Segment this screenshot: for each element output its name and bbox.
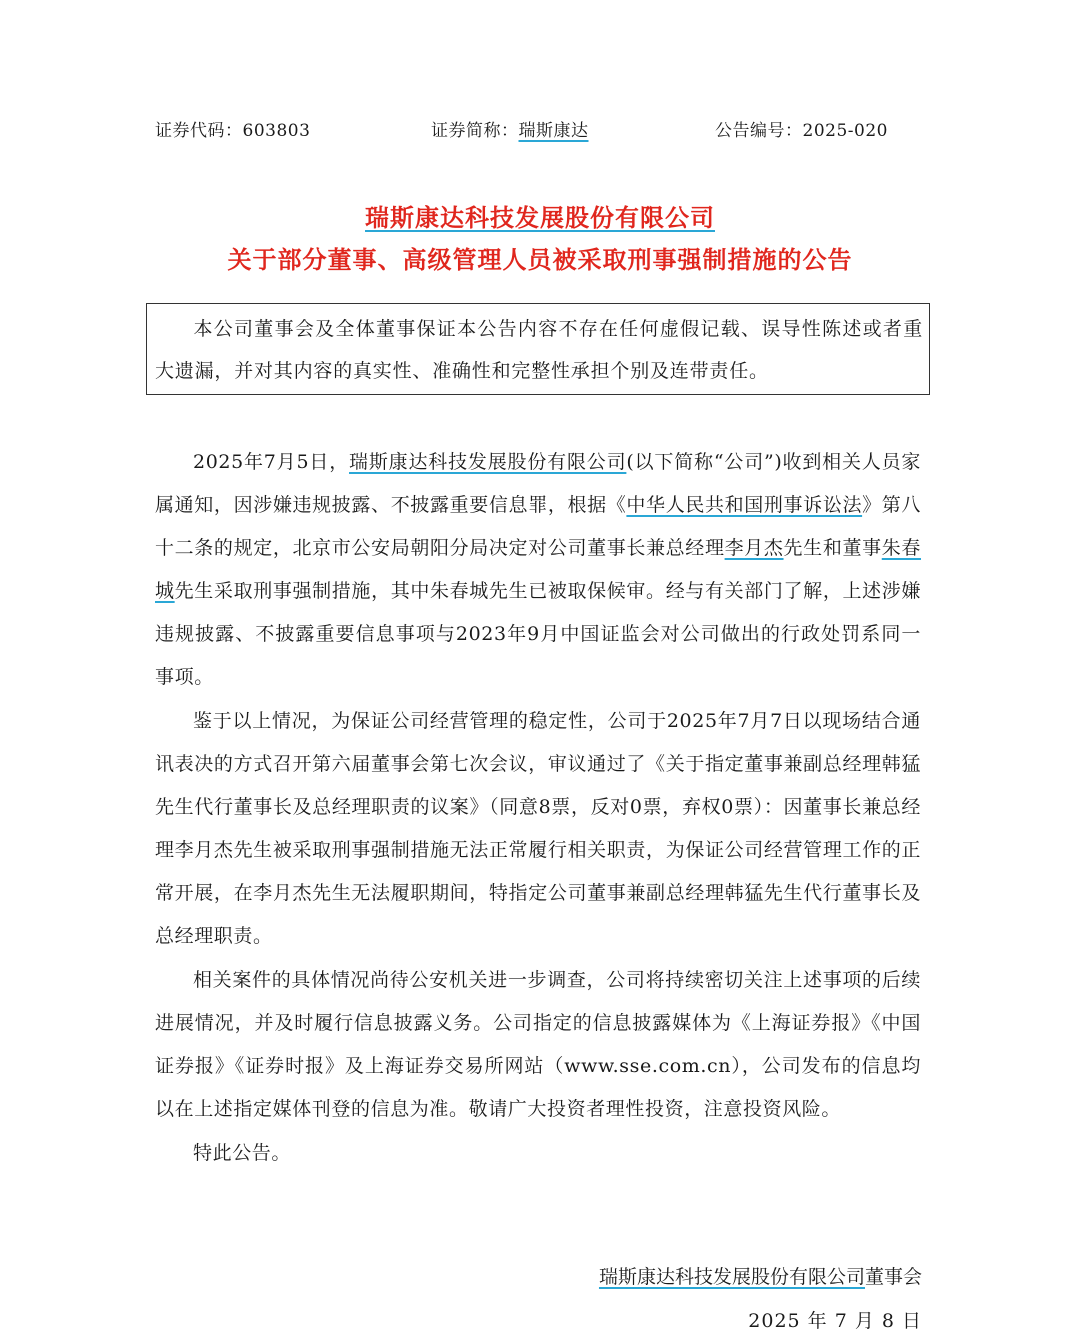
announcement-body — [155, 441, 921, 1175]
p1-person-zhu: 朱春城 — [155, 537, 921, 602]
signature-company — [599, 1262, 922, 1289]
document-header — [155, 116, 900, 142]
p1-date: 2025年7月5日， — [193, 451, 350, 473]
paragraph-3: 相关案件的具体情况尚待公安机关进一步调查，公司将持续密切关注上述事项的后续进展情况，并及时履行信息披露义务。公司指定的信息披露媒体为《上海证券报》《中国证券报》《证券时报》及上海证券交易所网站（www.sse.com.cn），公司发布的信息均以在上述指定媒体刊登的信息为准。敬请广大投资者理性投资，注意投资风险。 — [155, 969, 921, 1120]
p1-law-name: 中华人民共和国刑事诉讼法 — [626, 494, 863, 516]
p1-person-li: 李月杰 — [724, 537, 784, 559]
stock-abbr-label: 证券简称： — [431, 121, 519, 141]
title-company-text: 瑞斯康达科技发展股份有限公司 — [365, 203, 715, 232]
signature-date: 2025 年 7 月 8 日 — [748, 1310, 922, 1332]
notice-number: 公告编号：2025-020 — [715, 121, 888, 141]
p1-text-4: 先生采取刑事强制措施，其中朱春城先生已被取保候审。经与有关部门了解，上述涉嫌违规披露、不披露重要信息事项与2023年9月中国证监会对公司做出的行政处罚系同一事项。 — [155, 580, 921, 688]
paragraph-1 — [155, 441, 921, 699]
p1-text-3: 先生和董事 — [783, 537, 882, 559]
p1-text-2: 》第八十二条的规定，北京市公安局朝阳分局决定对公司董事长兼总经理 — [155, 494, 921, 559]
p1-text-1: (以下简称“公司”)收到相关人员家属通知，因涉嫌违规披露、不披露重要信息罪，根据《 — [155, 451, 922, 516]
title-company — [0, 198, 1080, 233]
board-statement-box — [146, 303, 930, 395]
signature-company-name: 瑞斯康达科技发展股份有限公司 — [598, 1266, 865, 1288]
board-statement-text: 本公司董事会及全体董事保证本公告内容不存在任何虚假记载、误导性陈述或者重大遗漏，并对其内容的真实性、准确性和完整性承担个别及连带责任。 — [155, 318, 923, 382]
stock-abbr-value: 瑞斯康达 — [518, 121, 589, 141]
stock-code: 证券代码：603803 — [155, 121, 311, 141]
signature-suffix: 董事会 — [864, 1266, 922, 1288]
paragraph-2: 鉴于以上情况，为保证公司经营管理的稳定性，公司于2025年7月7日以现场结合通讯表决的方式召开第六届董事会第七次会议，审议通过了《关于指定董事兼副总经理韩猛先生代行董事长及总经理职责的议案》（同意8票，反对0票，弃权0票）：因董事长兼总经理李月杰先生被采取刑事强制措施无法正常履行相关职责，为保证公司经营管理工作的正常开展，在李月杰先生无法履职期间，特指定公司董事兼副总经理韩猛先生代行董事长及总经理职责。 — [155, 710, 921, 947]
paragraph-4: 特此公告。 — [193, 1142, 292, 1164]
p1-company-name: 瑞斯康达科技发展股份有限公司 — [349, 451, 627, 473]
stock-abbr — [431, 116, 589, 141]
title-subject: 关于部分董事、高级管理人员被采取刑事强制措施的公告 — [227, 245, 853, 274]
